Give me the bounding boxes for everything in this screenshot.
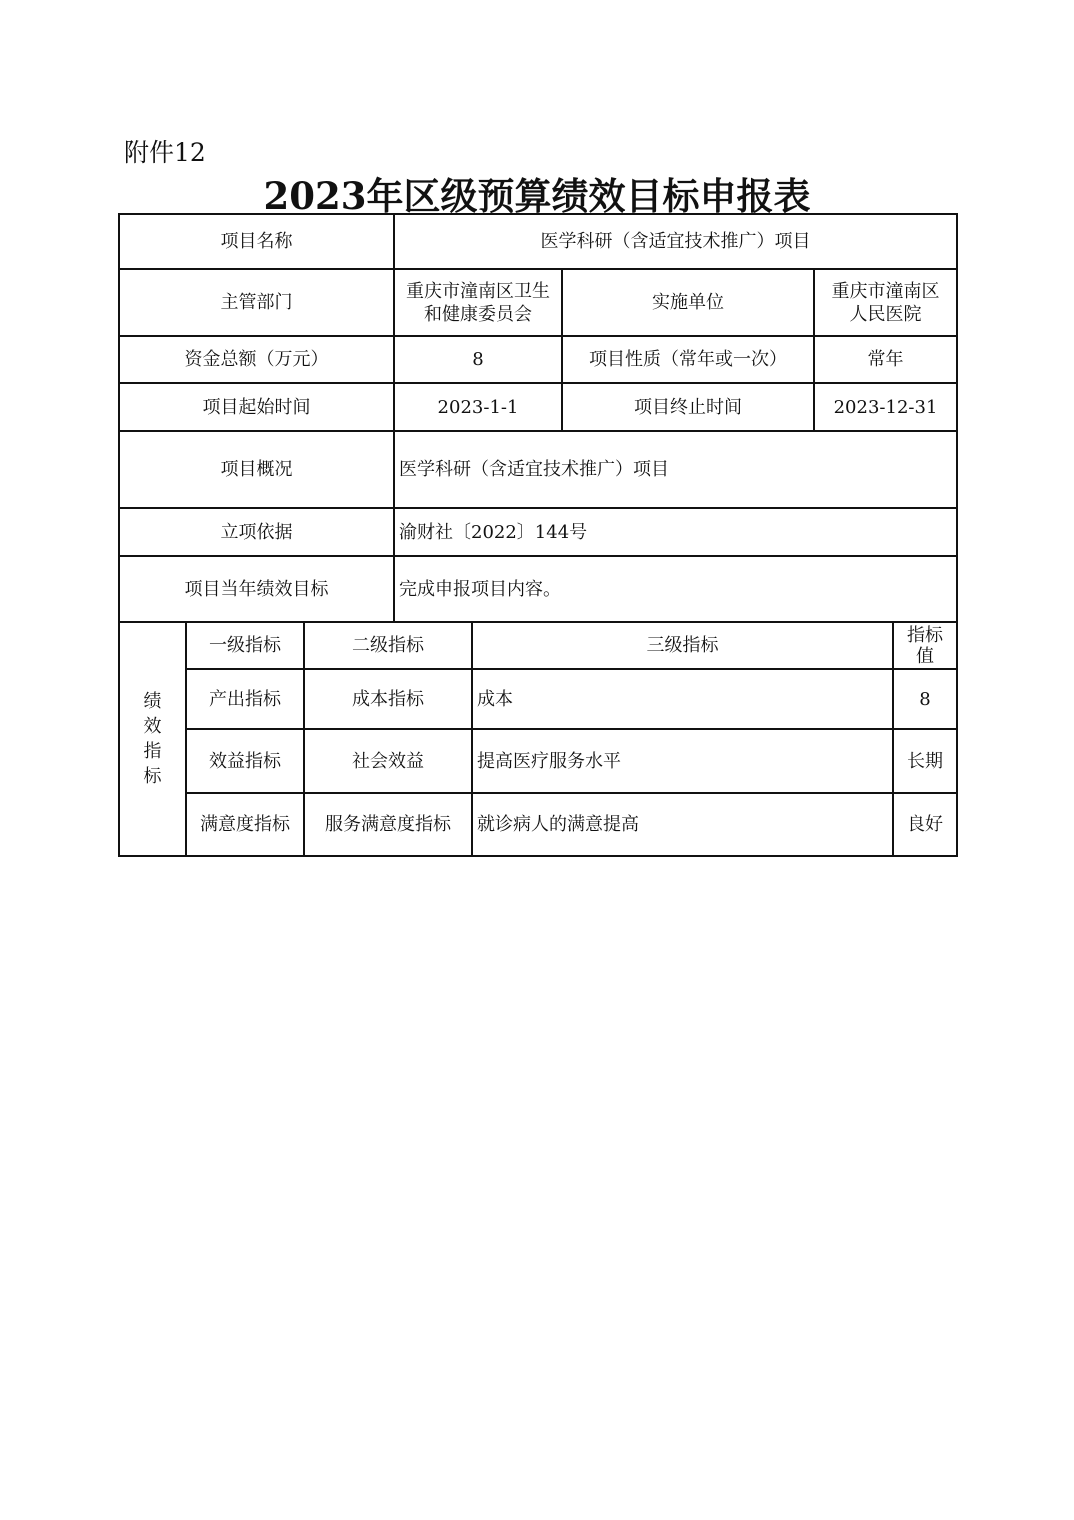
row-goal [119,556,957,622]
row-level2: 服务满意度指标 [304,793,472,856]
row-value: 长期 [893,729,957,793]
overview-value: 医学科研（含适宜技术推广）项目 [394,431,957,508]
row-level1: 产出指标 [186,669,304,729]
row-level3: 成本 [472,669,893,729]
fund-label: 资金总额（万元） [119,336,394,383]
row-level1: 满意度指标 [186,793,304,856]
row-value: 良好 [893,793,957,856]
page-title: 2023年区级预算绩效目标申报表 [263,174,811,218]
table-row [119,793,957,856]
start-label: 项目起始时间 [119,383,394,431]
goal-label: 项目当年绩效目标 [119,556,394,622]
dept-value [394,269,562,336]
row-level3: 提高医疗服务水平 [472,729,893,793]
header-level1: 一级指标 [186,622,304,669]
side-char: 绩 [143,691,162,712]
row-basis [119,508,957,556]
unit-value [814,269,957,336]
basis-label: 立项依据 [119,508,394,556]
perf-header-row [119,622,957,669]
row-level1: 效益指标 [186,729,304,793]
goal-value: 完成申报项目内容。 [394,556,957,622]
end-value: 2023-12-31 [814,383,957,431]
nature-label: 项目性质（常年或一次） [562,336,814,383]
attachment-label: 附件12 [124,138,206,167]
header-level2: 二级指标 [304,622,472,669]
dept-label: 主管部门 [119,269,394,336]
overview-label: 项目概况 [119,431,394,508]
basis-value: 渝财社〔2022〕144号 [394,508,957,556]
row-department [119,269,957,336]
row-level2: 成本指标 [304,669,472,729]
header-value-line2: 值 [916,645,934,667]
header-level3: 三级指标 [472,622,893,669]
row-level3: 就诊病人的满意提高 [472,793,893,856]
table-row [119,669,957,729]
side-char: 效 [143,716,162,737]
row-dates [119,383,957,431]
table-row [119,729,957,793]
side-char: 标 [143,766,162,787]
fund-value: 8 [394,336,562,383]
side-char: 指 [143,741,162,762]
project-name-label: 项目名称 [119,214,394,269]
dept-line2: 和健康委员会 [424,303,532,325]
start-value: 2023-1-1 [394,383,562,431]
end-label: 项目终止时间 [562,383,814,431]
row-project-name [119,214,957,269]
header-value [893,622,957,669]
row-level2: 社会效益 [304,729,472,793]
row-overview [119,431,957,508]
info-table [118,213,958,623]
project-name-value: 医学科研（含适宜技术推广）项目 [394,214,957,269]
row-fund [119,336,957,383]
dept-line1: 重庆市潼南区卫生 [406,280,550,302]
performance-table [118,621,958,857]
nature-value: 常年 [814,336,957,383]
unit-line2: 人民医院 [849,303,922,325]
unit-label: 实施单位 [562,269,814,336]
row-value: 8 [893,669,957,729]
header-value-line1: 指标 [907,624,943,646]
perf-side-label [119,622,186,856]
unit-line1: 重庆市潼南区 [831,280,940,302]
